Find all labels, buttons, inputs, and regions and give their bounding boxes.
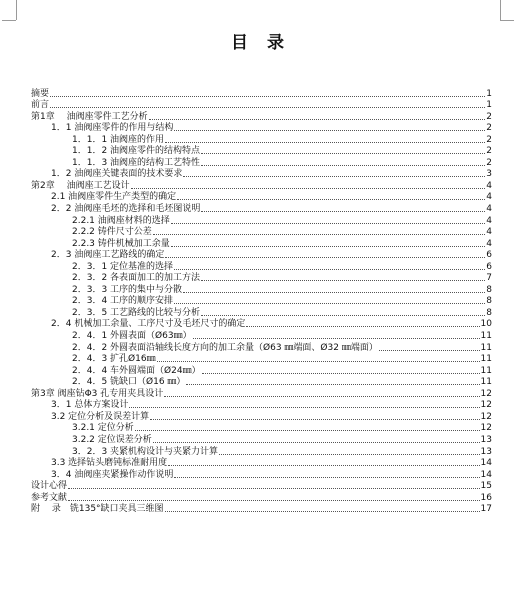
table-of-contents xyxy=(31,87,492,514)
toc-entry-title: 3．4 油阀座夹紧操作动作说明 xyxy=(51,469,174,480)
toc-dot-leader xyxy=(183,175,485,177)
toc-entry-page: 4 xyxy=(486,192,492,203)
toc-entry[interactable] xyxy=(31,341,492,353)
toc-entry[interactable] xyxy=(31,295,492,307)
toc-entry-title: 3.3 选择钻头磨钝标准耐用度 xyxy=(51,458,168,469)
toc-entry-title: 2．4．4 车外圆端面（Ø24㎜） xyxy=(72,365,201,376)
toc-dot-leader xyxy=(150,418,479,420)
toc-entry[interactable] xyxy=(31,156,492,168)
toc-dot-leader xyxy=(174,476,479,478)
toc-entry[interactable] xyxy=(31,353,492,365)
toc-entry-title: 1．1．3 油阀座的结构工艺特性 xyxy=(72,157,201,168)
toc-entry-page: 11 xyxy=(480,365,492,376)
toc-entry-title: 3.2.1 定位分析 xyxy=(72,423,134,434)
toc-dot-leader xyxy=(153,441,480,443)
toc-dot-leader xyxy=(201,164,485,166)
toc-dot-leader xyxy=(186,383,479,385)
toc-dot-leader xyxy=(135,429,480,431)
toc-entry-title: 第1章 油阀座零件工艺分析 xyxy=(31,111,148,122)
toc-entry-page: 2 xyxy=(486,157,492,168)
toc-entry-page: 4 xyxy=(486,238,492,249)
toc-entry[interactable] xyxy=(31,399,492,411)
toc-entry-title: 2．2 油阀座毛坯的选择和毛坯图说明 xyxy=(51,204,201,215)
toc-entry-title: 3．2．3 夹紧机构设计与夹紧力计算 xyxy=(72,446,219,457)
toc-entry[interactable] xyxy=(31,237,492,249)
toc-entry-title: 3.2.2 定位误差分析 xyxy=(72,434,152,445)
toc-entry-title: 前言 xyxy=(31,100,50,111)
toc-entry-page: 16 xyxy=(480,492,492,503)
toc-entry[interactable] xyxy=(31,202,492,214)
toc-entry-title: 1．1．1 油阀座的作用 xyxy=(72,134,165,145)
toc-entry[interactable] xyxy=(31,145,492,157)
toc-entry[interactable] xyxy=(31,99,492,111)
toc-entry-page: 2 xyxy=(486,111,492,122)
toc-entry-page: 12 xyxy=(480,423,492,434)
toc-entry-title: 1．2 油阀座关键表面的技术要求 xyxy=(51,169,183,180)
toc-entry-page: 7 xyxy=(486,273,492,284)
crop-mark-top-left-v xyxy=(16,0,17,20)
toc-entry-title: 2．3．5 工艺路线的比较与分析 xyxy=(72,307,201,318)
toc-entry[interactable] xyxy=(31,249,492,261)
toc-dot-leader xyxy=(149,118,485,120)
toc-dot-leader xyxy=(171,245,485,247)
toc-dot-leader xyxy=(68,499,480,501)
toc-dot-leader xyxy=(129,406,479,408)
toc-dot-leader xyxy=(246,325,479,327)
toc-entry-title: 2．3 油阀座工艺路线的确定 xyxy=(51,250,165,261)
toc-entry[interactable] xyxy=(31,364,492,376)
toc-dot-leader xyxy=(201,152,485,154)
toc-entry-title: 2．3．1 定位基准的选择 xyxy=(72,261,174,272)
toc-dot-leader xyxy=(201,314,485,316)
toc-entry-title: 2．4 机械加工余量、工序尺寸及毛坯尺寸的确定 xyxy=(51,319,246,330)
toc-entry[interactable] xyxy=(31,445,492,457)
toc-dot-leader xyxy=(131,187,485,189)
toc-dot-leader xyxy=(183,291,485,293)
toc-entry-page: 4 xyxy=(486,180,492,191)
toc-entry[interactable] xyxy=(31,329,492,341)
toc-entry-page: 1 xyxy=(486,88,492,99)
toc-entry[interactable] xyxy=(31,387,492,399)
toc-entry-page: 12 xyxy=(480,411,492,422)
toc-entry[interactable] xyxy=(31,133,492,145)
crop-mark-top-right-h xyxy=(500,20,514,21)
toc-entry-title: 1．1．2 油阀座零件的结构特点 xyxy=(72,146,201,157)
toc-entry-page: 8 xyxy=(486,307,492,318)
toc-entry[interactable] xyxy=(31,168,492,180)
toc-entry-page: 14 xyxy=(480,469,492,480)
toc-entry-page: 14 xyxy=(480,458,492,469)
toc-entry-title: 摘要 xyxy=(31,88,50,99)
page-title: 目 录 xyxy=(231,33,285,53)
toc-dot-leader xyxy=(164,395,479,397)
toc-entry[interactable] xyxy=(31,410,492,422)
toc-entry-page: 11 xyxy=(480,354,492,365)
crop-mark-top-left-h xyxy=(2,20,16,21)
toc-entry-page: 8 xyxy=(486,296,492,307)
toc-entry[interactable] xyxy=(31,306,492,318)
toc-entry[interactable] xyxy=(31,283,492,295)
toc-entry-title: 设计心得 xyxy=(31,481,68,492)
toc-entry-title: 附 录 铣135°缺口夹具三维图 xyxy=(31,504,164,515)
toc-entry-page: 11 xyxy=(480,331,492,342)
toc-entry[interactable] xyxy=(31,214,492,226)
toc-entry-page: 13 xyxy=(480,434,492,445)
toc-entry[interactable] xyxy=(31,491,492,503)
toc-entry-title: 参考文献 xyxy=(31,492,68,503)
toc-entry-page: 8 xyxy=(486,284,492,295)
toc-entry[interactable] xyxy=(31,480,492,492)
toc-dot-leader xyxy=(68,487,480,489)
toc-entry[interactable] xyxy=(31,87,492,99)
toc-dot-leader xyxy=(153,233,485,235)
toc-entry-title: 第3章 阀座钻Φ3 孔专用夹具设计 xyxy=(31,388,164,399)
toc-entry[interactable] xyxy=(31,191,492,203)
toc-entry-title: 2．4．5 铣缺口（Ø16 ㎜） xyxy=(72,377,186,388)
toc-dot-leader xyxy=(168,464,479,466)
toc-entry[interactable] xyxy=(31,260,492,272)
toc-entry-title: 2.2.3 铸件机械加工余量 xyxy=(72,238,170,249)
toc-entry-title: 2．4．3 扩孔Ø16㎜ xyxy=(72,354,156,365)
toc-entry-page: 4 xyxy=(486,215,492,226)
toc-entry[interactable] xyxy=(31,422,492,434)
toc-entry-title: 1．1 油阀座零件的作用与结构 xyxy=(51,123,174,134)
toc-entry-title: 3.2 定位分析及误差计算 xyxy=(51,411,150,422)
toc-dot-leader xyxy=(202,372,480,374)
toc-entry-page: 3 xyxy=(486,169,492,180)
toc-dot-leader xyxy=(379,349,480,351)
toc-entry-page: 4 xyxy=(486,204,492,215)
toc-entry-title: 3．1 总体方案设计 xyxy=(51,400,129,411)
toc-dot-leader xyxy=(219,453,480,455)
toc-entry-title: 2.2.2 铸件尺寸公差 xyxy=(72,227,152,238)
toc-dot-leader xyxy=(171,222,485,224)
toc-entry[interactable] xyxy=(31,457,492,469)
toc-dot-leader xyxy=(50,106,485,108)
toc-entry-page: 12 xyxy=(480,400,492,411)
toc-entry-page: 4 xyxy=(486,227,492,238)
toc-dot-leader xyxy=(174,302,485,304)
crop-mark-top-right-v xyxy=(500,0,501,20)
toc-dot-leader xyxy=(193,337,480,339)
toc-dot-leader xyxy=(165,510,480,512)
toc-dot-leader xyxy=(174,268,485,270)
toc-dot-leader xyxy=(177,198,485,200)
toc-entry-title: 2．3．3 工序的集中与分散 xyxy=(72,284,183,295)
toc-entry-page: 17 xyxy=(480,504,492,515)
toc-dot-leader xyxy=(157,360,480,362)
toc-entry-title: 2．3．2 各表面加工的加工方法 xyxy=(72,273,201,284)
toc-entry[interactable] xyxy=(31,122,492,134)
toc-entry-page: 13 xyxy=(480,446,492,457)
toc-entry[interactable] xyxy=(31,433,492,445)
toc-entry[interactable] xyxy=(31,226,492,238)
toc-entry-title: 2.2.1 油阀座材料的选择 xyxy=(72,215,170,226)
toc-dot-leader xyxy=(201,210,485,212)
toc-dot-leader xyxy=(165,141,485,143)
toc-entry[interactable] xyxy=(31,503,492,515)
toc-entry-page: 2 xyxy=(486,146,492,157)
toc-entry-title: 第2章 油阀座工艺设计 xyxy=(31,180,130,191)
toc-entry[interactable] xyxy=(31,272,492,284)
toc-entry-page: 1 xyxy=(486,100,492,111)
toc-entry-page: 12 xyxy=(480,388,492,399)
toc-entry-page: 6 xyxy=(486,261,492,272)
toc-entry-page: 6 xyxy=(486,250,492,261)
toc-entry-title: 2．3．4 工序的顺序安排 xyxy=(72,296,174,307)
toc-entry-page: 2 xyxy=(486,134,492,145)
toc-entry-page: 15 xyxy=(480,481,492,492)
toc-entry-title: 2.1 油阀座零件生产类型的确定 xyxy=(51,192,177,203)
toc-dot-leader xyxy=(165,256,485,258)
toc-entry-title: 2．4．2 外圆表面沿轴线长度方向的加工余量（Ø63 ㎜端面、Ø32 ㎜端面） xyxy=(72,342,378,353)
toc-dot-leader xyxy=(50,95,485,97)
toc-entry[interactable] xyxy=(31,110,492,122)
toc-entry-page: 2 xyxy=(486,123,492,134)
toc-entry-title: 2．4．1 外圆表面（Ø63㎜） xyxy=(72,331,192,342)
toc-entry-page: 11 xyxy=(480,377,492,388)
toc-entry[interactable] xyxy=(31,376,492,388)
toc-entry[interactable] xyxy=(31,468,492,480)
toc-entry-page: 10 xyxy=(480,319,492,330)
toc-dot-leader xyxy=(174,129,485,131)
toc-entry[interactable] xyxy=(31,318,492,330)
toc-dot-leader xyxy=(201,279,485,281)
toc-entry[interactable] xyxy=(31,179,492,191)
toc-entry-page: 11 xyxy=(480,342,492,353)
